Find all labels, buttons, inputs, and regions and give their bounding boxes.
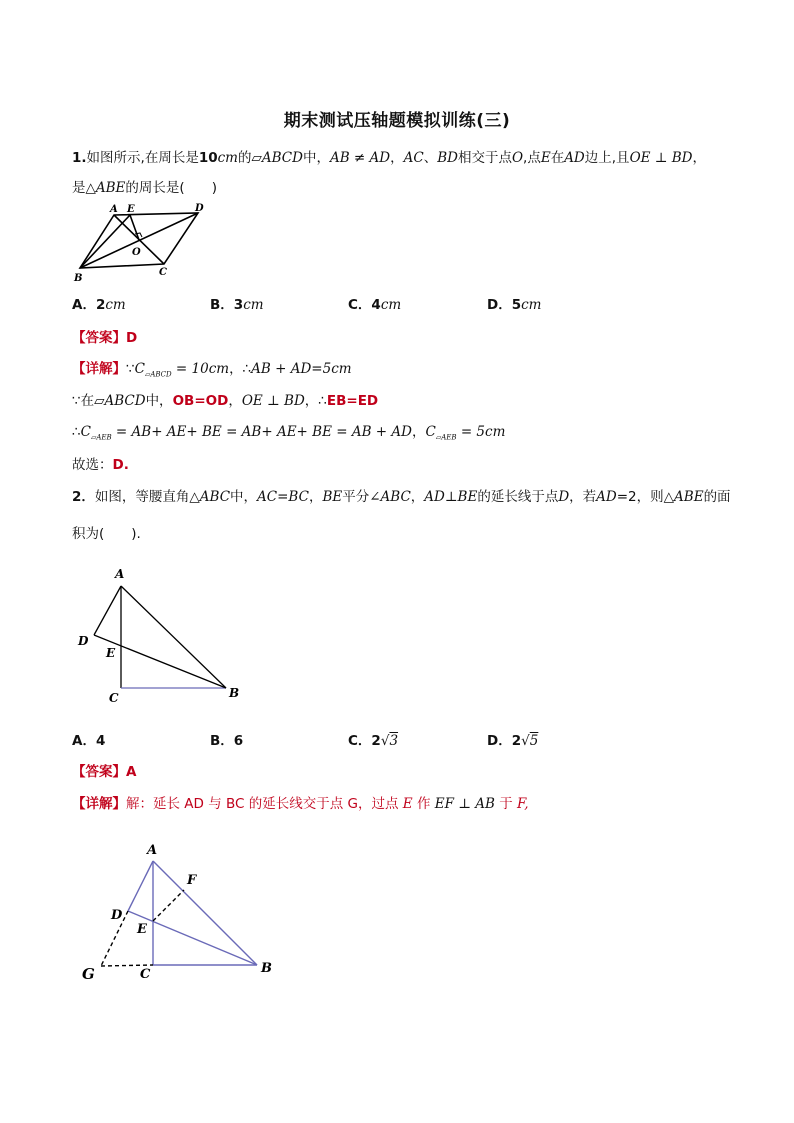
q1-seg: AD	[564, 150, 585, 166]
option-unit: cm	[521, 297, 542, 313]
segment-be	[80, 215, 130, 268]
option-label: D．	[487, 297, 512, 313]
detail-math: OE ⊥ BD	[241, 393, 305, 409]
option-label: B．	[210, 297, 234, 313]
label-a: A	[115, 567, 125, 581]
q1-cond: AB ≠ AD	[329, 150, 391, 166]
q1-text: 的	[238, 150, 252, 166]
sqrt-icon: √	[521, 733, 530, 749]
detail-red: D.	[112, 457, 129, 473]
detail-math: C	[425, 424, 436, 440]
option-unit: cm	[243, 297, 264, 313]
q2-text: ，若	[569, 489, 597, 505]
q2-answer	[72, 760, 136, 780]
q1-stem-line1	[72, 146, 706, 166]
detail-text: 故选：	[72, 457, 113, 473]
q1-text: ，	[390, 150, 404, 166]
q1-text: 边上,且	[584, 150, 630, 166]
segment-oe	[130, 215, 139, 240]
option-value: 4	[95, 733, 106, 749]
q2-stem-line2: 积为( ).	[72, 526, 141, 542]
option-label: C．	[348, 297, 372, 313]
label-c: C	[140, 967, 151, 982]
q2-math: △ABE	[663, 489, 704, 505]
side-ab	[153, 861, 257, 965]
q2-math: ∠ABC	[369, 489, 411, 505]
q1-perimeter: 10	[198, 150, 218, 166]
q1-text: 相交于点	[457, 150, 512, 166]
q1-shape: ABCD	[261, 150, 303, 166]
q2-math: AD⊥BE	[424, 489, 478, 505]
detail-red: 作	[412, 796, 435, 812]
option-value: 2	[95, 297, 106, 313]
parallelogram-icon: ▱	[251, 150, 262, 166]
option-value: 3	[233, 297, 244, 313]
q2-text: 如图，等腰直角	[94, 489, 190, 505]
q2-number: 2．	[72, 489, 95, 505]
segment-ad	[128, 861, 153, 911]
q2-math: BE	[322, 489, 343, 505]
label-b: B	[261, 961, 272, 976]
q2-math: △ABC	[189, 489, 231, 505]
q1-option-a	[72, 293, 126, 313]
q1-text: 是△	[72, 180, 96, 196]
option-label: A．	[72, 733, 96, 749]
detail-math: C	[134, 361, 145, 377]
q2-math: AD	[596, 489, 617, 505]
q2-text: 的面	[703, 489, 731, 505]
q2-text: =2，则	[616, 489, 664, 505]
detail-red: F,	[517, 796, 529, 812]
q1-text: ，	[692, 150, 707, 166]
detail-math: = 10cm	[171, 361, 230, 377]
segment-ef	[153, 890, 184, 921]
side-ab	[121, 586, 226, 688]
option-radicand: 5	[529, 733, 539, 749]
q1-detail-line3	[72, 420, 505, 442]
q2-detail-figure	[70, 835, 285, 990]
q1-cond: OE ⊥ BD	[629, 150, 693, 166]
option-label: A．	[72, 297, 96, 313]
q2-detail-line1	[72, 792, 529, 812]
detail-math: C	[80, 424, 91, 440]
q1-stem-line2	[72, 176, 217, 196]
detail-text: ，∴	[229, 361, 252, 377]
q2-option-d	[487, 729, 538, 749]
q1-point: E	[540, 150, 551, 166]
detail-sub: ▱ABCD	[144, 370, 172, 379]
q1-text: 的周长是( )	[125, 180, 217, 196]
segment-ad	[94, 586, 121, 635]
detail-red: 于	[494, 796, 518, 812]
q2-option-b	[210, 729, 243, 749]
option-label: C．	[348, 733, 372, 749]
option-radicand: 3	[389, 733, 399, 749]
q1-cond: AC	[403, 150, 424, 166]
detail-text: ∵在	[72, 393, 95, 409]
detail-text: ，	[228, 393, 242, 409]
q2-option-a	[72, 729, 105, 749]
segment-db	[94, 635, 226, 688]
label-a: A	[110, 204, 118, 215]
detail-text: ∵	[126, 361, 135, 377]
label-d: D	[195, 203, 204, 214]
q2-text: ，	[308, 489, 323, 505]
detail-math: = 5cm	[456, 424, 506, 440]
answer-tag: 【答案】	[72, 330, 126, 346]
detail-red: E	[402, 796, 413, 812]
q1-text: 中，	[302, 150, 330, 166]
label-o: O	[132, 247, 141, 258]
q1-text: ,点	[523, 150, 541, 166]
q1-detail-line2	[72, 389, 378, 409]
detail-text: ，	[411, 424, 426, 440]
label-d: D	[111, 908, 123, 923]
q1-figure	[70, 200, 220, 286]
option-value: 2	[371, 733, 381, 749]
option-value: 2	[511, 733, 522, 749]
q1-number: 1.	[72, 150, 87, 166]
detail-math: ABCD	[104, 393, 146, 409]
detail-tag: 【详解】	[72, 361, 126, 377]
q2-math: D	[558, 489, 570, 505]
q1-point: O	[511, 150, 524, 166]
option-value: 4	[371, 297, 381, 313]
q1-option-d	[487, 293, 542, 313]
detail-sub: ▱AEB	[90, 433, 112, 442]
q1-text: 如图所示,在周长是	[86, 150, 199, 166]
detail-math: EF ⊥ AB	[434, 796, 495, 812]
detail-math: = AB+ AE+ BE = AB+ AE+ BE = AB + AD	[111, 424, 412, 440]
q1-cond: BD	[437, 150, 458, 166]
detail-sub: ▱AEB	[435, 433, 457, 442]
detail-math: AB + AD=5cm	[251, 361, 352, 377]
label-a: A	[147, 843, 158, 858]
q2-text: 平分	[342, 489, 370, 505]
label-e: E	[137, 922, 147, 937]
sqrt-icon: √	[380, 733, 390, 749]
label-f: F	[187, 873, 197, 888]
q2-math: AC=BC	[257, 489, 309, 505]
option-label: D．	[487, 733, 512, 749]
label-c: C	[159, 267, 167, 278]
q1-text: 在	[550, 150, 565, 166]
option-unit: cm	[105, 297, 126, 313]
option-label: B．	[210, 733, 234, 749]
q1-unit: cm	[217, 150, 238, 166]
q1-option-c	[348, 293, 401, 313]
detail-red: 解：延长 AD 与 BC 的延长线交于点 G，过点	[126, 796, 403, 812]
label-b: B	[229, 686, 240, 700]
detail-text: 中，	[145, 393, 173, 409]
q1-option-b	[210, 293, 264, 313]
label-e: E	[127, 204, 135, 215]
q1-text: 、	[423, 150, 438, 166]
option-value: 5	[511, 297, 522, 313]
answer-tag: 【答案】	[72, 764, 126, 780]
q2-figure	[70, 562, 250, 707]
segment-db	[128, 911, 257, 965]
q1-detail-line1	[72, 357, 352, 379]
detail-red: EB=ED	[326, 393, 379, 409]
detail-red: OB=OD	[172, 393, 229, 409]
label-b: B	[74, 273, 83, 284]
q2-text: 的延长线于点	[477, 489, 559, 505]
q2-option-c	[348, 729, 398, 749]
answer-value: A	[126, 764, 137, 780]
page-title: 期末测试压轴题模拟训练(三)	[283, 111, 511, 131]
q1-answer	[72, 326, 137, 346]
label-g: G	[82, 965, 95, 983]
extension-gc	[101, 965, 153, 966]
option-value: 6	[233, 733, 244, 749]
label-d: D	[78, 634, 89, 648]
q2-text: ，	[410, 489, 425, 505]
label-e: E	[106, 646, 116, 660]
detail-text: ，∴	[304, 393, 327, 409]
q1-tri: ABE	[95, 180, 126, 196]
detail-tag: 【详解】	[72, 796, 126, 812]
label-c: C	[109, 691, 119, 705]
q2-text: 中，	[230, 489, 258, 505]
detail-text: ∴	[72, 424, 81, 440]
parallelogram-icon: ▱	[94, 393, 105, 409]
q1-detail-line4	[72, 453, 129, 473]
option-unit: cm	[380, 297, 402, 313]
answer-value: D	[126, 330, 138, 346]
q2-stem-line1	[72, 485, 731, 505]
